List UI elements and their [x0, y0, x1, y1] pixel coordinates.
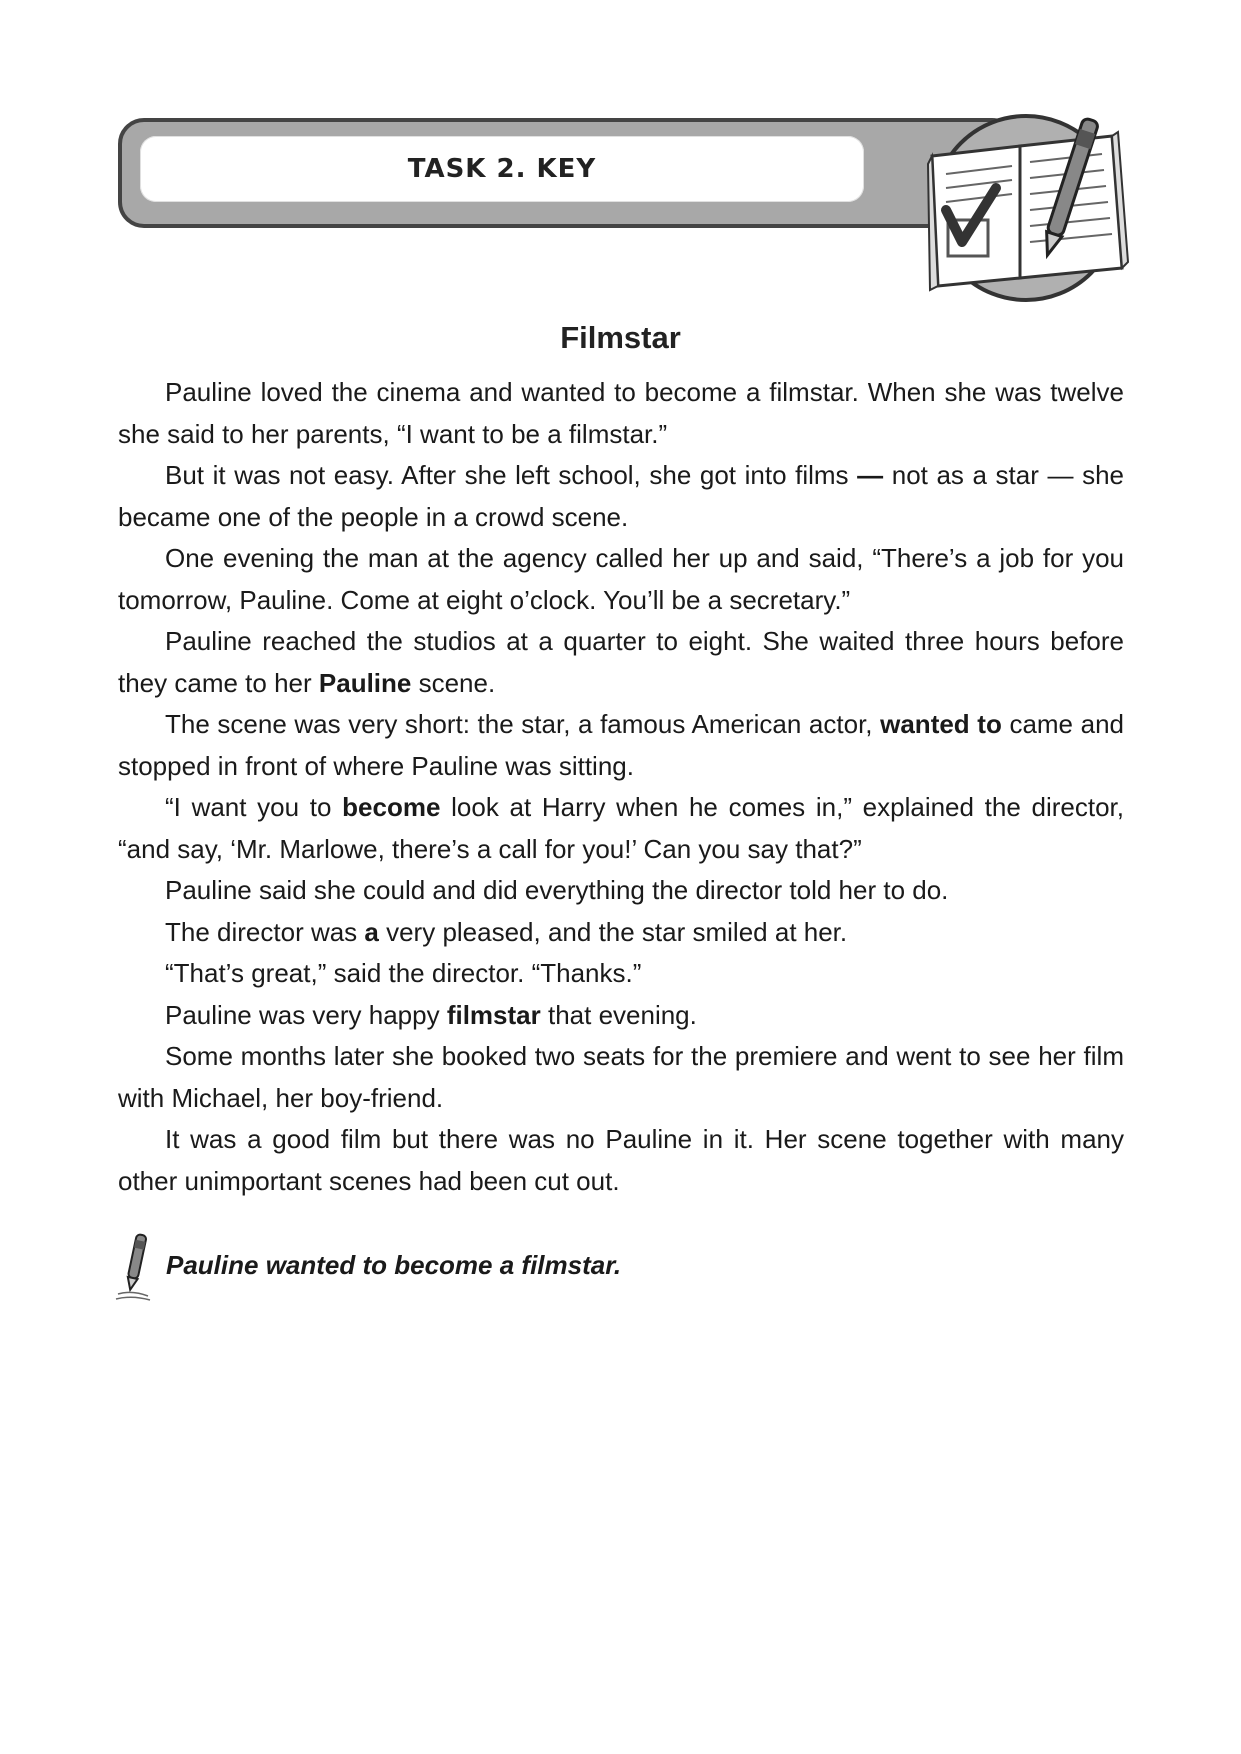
story-body	[118, 372, 1124, 1202]
story-paragraph-4: Pauline reached the studios at a quarter to eight. She waited three hours before they came to her Pauline scene.	[118, 626, 1124, 698]
bold-word: Pauline	[318, 667, 412, 698]
open-book-checkmark-pen-icon	[916, 108, 1136, 308]
story-paragraph-2: But it was not easy. After she left school, she got into films — not as a star — she became one of the people in a crowd scene.	[118, 460, 1124, 532]
task-banner	[118, 118, 1018, 228]
task-banner-label-box	[140, 136, 864, 202]
story-paragraph-10: Pauline was very happy filmstar that evening.	[165, 999, 697, 1030]
story-title: Filmstar	[560, 320, 681, 355]
bold-word: become	[342, 792, 441, 822]
story-paragraph-12: It was a good film but there was no Pauline in it. Her scene together with many other unimportant scenes had been cut out.	[118, 1124, 1124, 1196]
bold-word: a	[364, 916, 379, 947]
story-paragraph-6: “I want you to become look at Harry when he comes in,” explained the director, “and say, ‘Mr. Marlowe, there’s a call for you!’ Can you say that?”	[118, 792, 1124, 864]
story-paragraph-8: The director was a very pleased, and the star smiled at her.	[165, 916, 848, 947]
story-paragraph-7: Pauline said she could and did everything the director told her to do.	[165, 875, 949, 905]
story-paragraph-11: Some months later she booked two seats for the premiere and went to see her film with Michael, her boy-friend.	[118, 1041, 1124, 1113]
task-title: TASK 2. KEY	[407, 154, 597, 184]
inserted-dash: —	[857, 460, 884, 490]
bold-word: filmstar	[446, 999, 541, 1030]
story-paragraph-9: “That’s great,” said the director. “Thanks.”	[165, 958, 642, 988]
story-paragraph-1: Pauline loved the cinema and wanted to become a filmstar. When she was twelve she said to her parents, “I want to be a filmstar.”	[118, 377, 1124, 449]
bold-word: wanted to	[880, 709, 1002, 739]
pen-icon	[114, 1232, 154, 1302]
story-paragraph-5: The scene was very short: the star, a famous American actor, wanted to came and stopped in front of where Pauline was sitting.	[118, 709, 1124, 781]
story-paragraph-3: One evening the man at the agency called her up and said, “There’s a job for you tomorrow, Pauline. Come at eight o’clock. You’ll be a secretary.”	[118, 543, 1124, 615]
answer-sentence: Pauline wanted to become a filmstar.	[166, 1250, 622, 1280]
